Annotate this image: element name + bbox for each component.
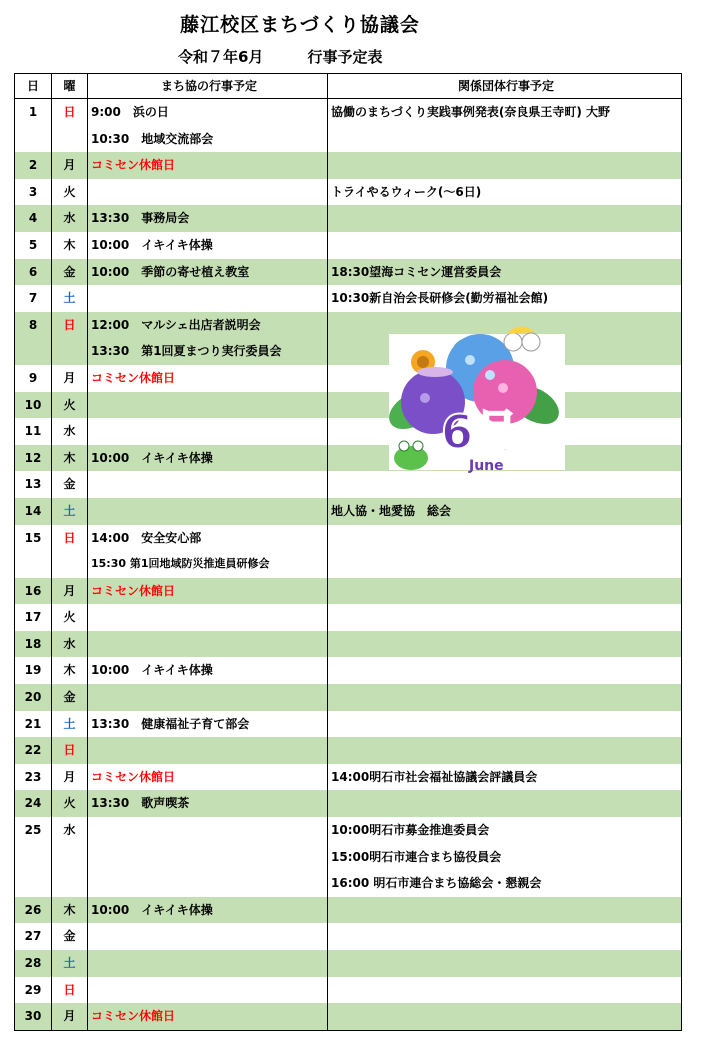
related-event-cell xyxy=(328,684,682,711)
weekday-cell: 月 xyxy=(52,365,88,392)
weekday-cell: 日 xyxy=(52,312,88,339)
weekday-cell: 水 xyxy=(52,418,88,445)
weekday-cell: 火 xyxy=(52,790,88,817)
day-cell: 26 xyxy=(15,897,52,924)
related-event-cell: 地人協・地愛協 総会 xyxy=(328,498,682,525)
weekday-cell: 月 xyxy=(52,1003,88,1030)
machikyo-event-cell: コミセン休館日 xyxy=(88,578,328,605)
weekday-cell xyxy=(52,844,88,871)
day-cell: 4 xyxy=(15,205,52,232)
related-event-cell: 10:30新自治会長研修会(勤労福祉会館) xyxy=(328,285,682,312)
weekday-cell: 日 xyxy=(52,737,88,764)
table-row xyxy=(15,498,682,525)
weekday-cell: 水 xyxy=(52,817,88,844)
day-cell: 1 xyxy=(15,99,52,126)
table-row xyxy=(15,711,682,738)
weekday-cell: 土 xyxy=(52,498,88,525)
related-event-cell xyxy=(328,950,682,977)
hydrangea-snail-frog-illustration xyxy=(385,320,565,478)
machikyo-event-cell: 15:30 第1回地域防災推進員研修会 xyxy=(88,551,328,578)
related-event-cell: 15:00明石市連合まち協役員会 xyxy=(328,844,682,871)
page-title: 藤江校区まちづくり協議会 xyxy=(180,14,420,36)
weekday-cell: 木 xyxy=(52,897,88,924)
day-cell: 20 xyxy=(15,684,52,711)
related-event-cell xyxy=(328,578,682,605)
table-row xyxy=(15,657,682,684)
day-cell: 17 xyxy=(15,604,52,631)
day-cell: 3 xyxy=(15,179,52,206)
related-event-cell: 14:00明石市社会福祉協議会評議員会 xyxy=(328,764,682,791)
related-event-cell: 10:00明石市募金推進委員会 xyxy=(328,817,682,844)
day-cell: 9 xyxy=(15,365,52,392)
subtitle-label: 行事予定表 xyxy=(307,48,383,66)
page-subtitle xyxy=(178,46,382,67)
machikyo-event-cell xyxy=(88,392,328,419)
weekday-cell: 日 xyxy=(52,977,88,1004)
day-cell: 8 xyxy=(15,312,52,339)
day-cell: 16 xyxy=(15,578,52,605)
related-event-cell xyxy=(328,657,682,684)
table-row xyxy=(15,604,682,631)
weekday-cell: 木 xyxy=(52,232,88,259)
table-row xyxy=(15,923,682,950)
table-row xyxy=(15,126,682,153)
related-event-cell xyxy=(328,923,682,950)
day-cell: 11 xyxy=(15,418,52,445)
table-row xyxy=(15,844,682,871)
machikyo-event-cell xyxy=(88,604,328,631)
machikyo-event-cell: 13:30 事務局会 xyxy=(88,205,328,232)
machikyo-event-cell xyxy=(88,844,328,871)
machikyo-event-cell xyxy=(88,285,328,312)
machikyo-event-cell: コミセン休館日 xyxy=(88,152,328,179)
machikyo-event-cell: 13:30 歌声喫茶 xyxy=(88,790,328,817)
related-event-cell: トライやるウィーク(～6日) xyxy=(328,179,682,206)
machikyo-event-cell xyxy=(88,631,328,658)
machikyo-event-cell xyxy=(88,923,328,950)
col-header-related: 関係団体行事予定 xyxy=(328,74,682,99)
day-cell: 10 xyxy=(15,392,52,419)
day-cell: 21 xyxy=(15,711,52,738)
table-row xyxy=(15,418,682,445)
day-cell: 30 xyxy=(15,1003,52,1030)
machikyo-event-cell: コミセン休館日 xyxy=(88,1003,328,1030)
table-header-row xyxy=(15,74,682,99)
machikyo-event-cell: 10:00 イキイキ体操 xyxy=(88,897,328,924)
col-header-weekday: 曜 xyxy=(52,74,88,99)
machikyo-event-cell: 10:00 イキイキ体操 xyxy=(88,657,328,684)
table-row xyxy=(15,977,682,1004)
weekday-cell xyxy=(52,870,88,897)
weekday-cell xyxy=(52,551,88,578)
day-cell: 19 xyxy=(15,657,52,684)
day-cell xyxy=(15,126,52,153)
weekday-cell xyxy=(52,338,88,365)
day-cell: 7 xyxy=(15,285,52,312)
related-event-cell xyxy=(328,897,682,924)
day-cell: 24 xyxy=(15,790,52,817)
weekday-cell: 火 xyxy=(52,604,88,631)
machikyo-event-cell xyxy=(88,977,328,1004)
machikyo-event-cell xyxy=(88,498,328,525)
related-event-cell xyxy=(328,604,682,631)
table-row xyxy=(15,870,682,897)
weekday-cell: 日 xyxy=(52,99,88,126)
machikyo-event-cell xyxy=(88,418,328,445)
day-cell: 12 xyxy=(15,445,52,472)
machikyo-event-cell: 12:00 マルシェ出店者説明会 xyxy=(88,312,328,339)
table-row xyxy=(15,471,682,498)
related-event-cell xyxy=(328,1003,682,1030)
table-row xyxy=(15,790,682,817)
related-event-cell xyxy=(328,790,682,817)
col-header-day: 日 xyxy=(15,74,52,99)
related-event-cell xyxy=(328,205,682,232)
related-event-cell xyxy=(328,711,682,738)
day-cell xyxy=(15,870,52,897)
machikyo-event-cell xyxy=(88,817,328,844)
day-cell: 29 xyxy=(15,977,52,1004)
related-event-cell xyxy=(328,525,682,552)
table-row xyxy=(15,817,682,844)
table-row xyxy=(15,338,682,365)
day-cell: 23 xyxy=(15,764,52,791)
weekday-cell: 木 xyxy=(52,445,88,472)
weekday-cell: 金 xyxy=(52,923,88,950)
weekday-cell xyxy=(52,126,88,153)
table-row xyxy=(15,232,682,259)
related-event-cell xyxy=(328,631,682,658)
table-row xyxy=(15,737,682,764)
schedule-table xyxy=(14,73,682,1031)
day-cell xyxy=(15,338,52,365)
day-cell: 15 xyxy=(15,525,52,552)
table-row xyxy=(15,764,682,791)
machikyo-event-cell: 10:30 地域交流部会 xyxy=(88,126,328,153)
weekday-cell: 火 xyxy=(52,392,88,419)
day-cell: 5 xyxy=(15,232,52,259)
day-cell: 25 xyxy=(15,817,52,844)
table-row xyxy=(15,684,682,711)
subtitle-month: 令和７年6月 xyxy=(178,48,264,66)
day-cell xyxy=(15,551,52,578)
weekday-cell: 水 xyxy=(52,631,88,658)
weekday-cell: 月 xyxy=(52,764,88,791)
machikyo-event-cell: 10:00 季節の寄せ植え教室 xyxy=(88,259,328,286)
table-row xyxy=(15,445,682,472)
weekday-cell: 土 xyxy=(52,950,88,977)
machikyo-event-cell: 13:30 第1回夏まつり実行委員会 xyxy=(88,338,328,365)
table-row xyxy=(15,259,682,286)
day-cell: 2 xyxy=(15,152,52,179)
related-event-cell xyxy=(328,977,682,1004)
weekday-cell: 土 xyxy=(52,285,88,312)
machikyo-event-cell: 13:30 健康福祉子育て部会 xyxy=(88,711,328,738)
related-event-cell: 16:00 明石市連合まち協総会・懇親会 xyxy=(328,870,682,897)
table-row xyxy=(15,897,682,924)
machikyo-event-cell xyxy=(88,684,328,711)
weekday-cell: 月 xyxy=(52,578,88,605)
col-header-machikyo: まち協の行事予定 xyxy=(88,74,328,99)
table-row xyxy=(15,205,682,232)
table-row xyxy=(15,179,682,206)
month-big-text: 6月 xyxy=(441,405,520,459)
related-event-cell xyxy=(328,737,682,764)
table-row xyxy=(15,551,682,578)
table-row xyxy=(15,1003,682,1030)
table-row xyxy=(15,285,682,312)
machikyo-event-cell: 10:00 イキイキ体操 xyxy=(88,232,328,259)
table-row xyxy=(15,392,682,419)
day-cell: 13 xyxy=(15,471,52,498)
related-event-cell xyxy=(328,551,682,578)
weekday-cell: 金 xyxy=(52,259,88,286)
weekday-cell: 日 xyxy=(52,525,88,552)
weekday-cell: 木 xyxy=(52,657,88,684)
schedule-body xyxy=(15,99,682,1031)
machikyo-event-cell: 14:00 安全安心部 xyxy=(88,525,328,552)
table-row xyxy=(15,312,682,339)
related-event-cell xyxy=(328,126,682,153)
day-cell: 22 xyxy=(15,737,52,764)
table-row xyxy=(15,525,682,552)
weekday-cell: 金 xyxy=(52,684,88,711)
related-event-cell xyxy=(328,152,682,179)
weekday-cell: 土 xyxy=(52,711,88,738)
table-row xyxy=(15,365,682,392)
table-row xyxy=(15,631,682,658)
machikyo-event-cell xyxy=(88,950,328,977)
machikyo-event-cell: コミセン休館日 xyxy=(88,365,328,392)
machikyo-event-cell: コミセン休館日 xyxy=(88,764,328,791)
related-event-cell xyxy=(328,232,682,259)
table-row xyxy=(15,99,682,126)
machikyo-event-cell xyxy=(88,179,328,206)
weekday-cell: 火 xyxy=(52,179,88,206)
day-cell: 28 xyxy=(15,950,52,977)
day-cell: 27 xyxy=(15,923,52,950)
related-event-cell: 18:30望海コミセン運営委員会 xyxy=(328,259,682,286)
weekday-cell: 水 xyxy=(52,205,88,232)
day-cell xyxy=(15,844,52,871)
day-cell: 18 xyxy=(15,631,52,658)
machikyo-event-cell xyxy=(88,870,328,897)
machikyo-event-cell xyxy=(88,737,328,764)
machikyo-event-cell: 9:00 浜の日 xyxy=(88,99,328,126)
table-row xyxy=(15,152,682,179)
table-row xyxy=(15,578,682,605)
day-cell: 6 xyxy=(15,259,52,286)
month-english-text: June xyxy=(469,458,504,474)
weekday-cell: 金 xyxy=(52,471,88,498)
day-cell: 14 xyxy=(15,498,52,525)
related-event-cell: 協働のまちづくり実践事例発表(奈良県王寺町) 大野 xyxy=(328,99,682,126)
table-row xyxy=(15,950,682,977)
weekday-cell: 月 xyxy=(52,152,88,179)
machikyo-event-cell: 10:00 イキイキ体操 xyxy=(88,445,328,472)
machikyo-event-cell xyxy=(88,471,328,498)
